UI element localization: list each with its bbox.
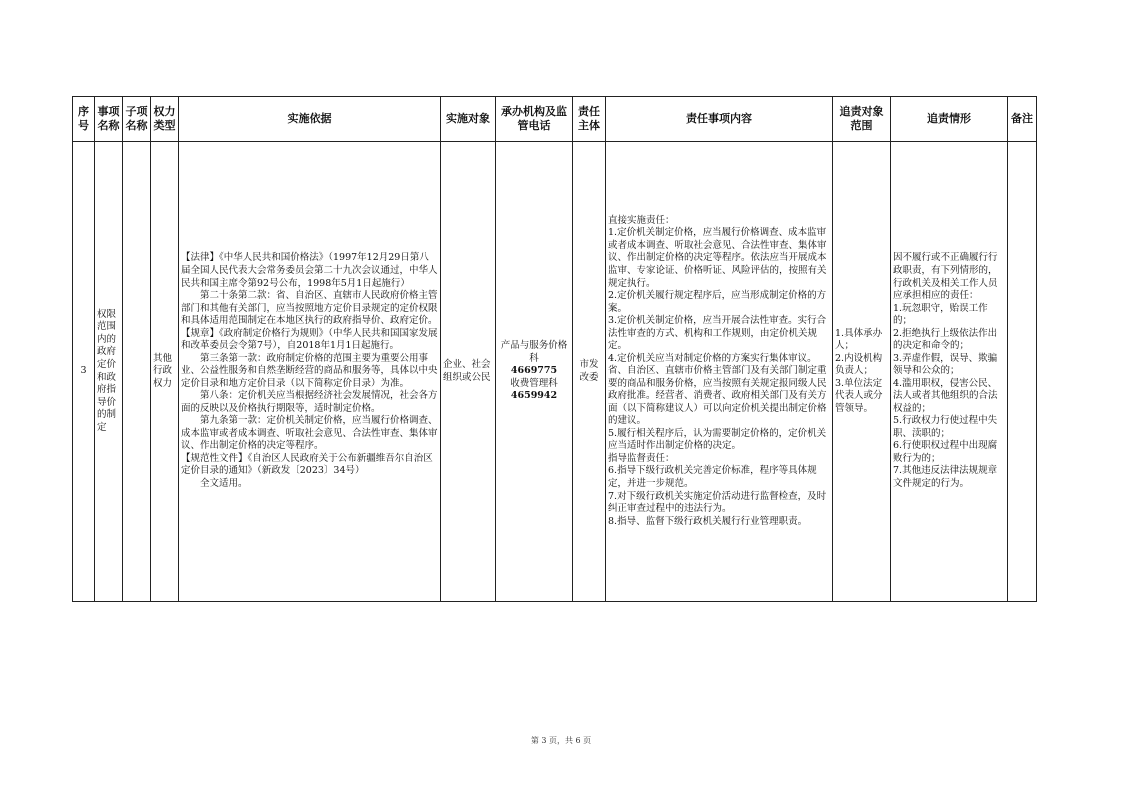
responsibility-table-sheet (72, 96, 1036, 601)
header-sub-item: 子项名称 (123, 97, 151, 142)
cell-agency (496, 142, 573, 602)
cell-sub-item (123, 142, 151, 602)
header-scope: 追责对象范围 (833, 97, 891, 142)
table-header-row (73, 97, 1037, 142)
header-subject: 责任主体 (573, 97, 606, 142)
header-duty: 责任事项内容 (606, 97, 833, 142)
table-row (73, 142, 1037, 602)
cell-scope: 1.具体承办人； 2.内设机构负责人； 3.单位法定代表人或分管领导。 (833, 142, 891, 602)
agency-phone-1: 4669775 (510, 365, 558, 377)
header-situation: 追责情形 (891, 97, 1008, 142)
cell-item-name: 权限范围内的政府定价和政府指导价的制定 (95, 142, 123, 602)
header-item-name: 事项名称 (95, 97, 123, 142)
cell-basis: 【法律】《中华人民共和国价格法》（1997年12月29日第八届全国人民代表大会常务委员会第二十九次会议通过，中华人民共和国主席令第92号公布，1998年5月1日起施行） 第二十条第二款：省、自治区、直辖市人民政府价格主管部门和其他有关部门，应当按照地方定价目录规定的定价权限和具体适用范围制定在本地区执行的政府指导价、政府定价。 【规章】《政府制定价格行为规则》（中华人民共和国国家发展和改革委员会令第7号），自2018年1月1日起施行。 第三条第一款：政府制定价格的范围主要为重要公用事业、公益性服务和自然垄断经营的商品和服务等，具体以中央定价目录和地方定价目录（以下简称定价目录）为准。 第八条：定价机关应当根据经济社会发展情况，社会各方面的反映以及价格执行期限等，适时制定价格。 第九条第一款：定价机关制定价格，应当履行价格调查、成本监审或者成本调查、听取社会意见、合法性审查、集体审议、作出制定价格的决定等程序。 【规范性文件】《自治区人民政府关于公布新疆维吾尔自治区定价目录的通知》（新政发〔2023〕34号） 全文适用。 (179, 142, 441, 602)
header-remark: 备注 (1008, 97, 1037, 142)
cell-duty: 直接实施责任： 1.定价机关制定价格，应当履行价格调查、成本监审或者成本调查、听取社会意见、合法性审查、集体审议、作出制定价格的决定等程序。依法应当开展成本监审、专家论证、价格听证、风险评估的，按照有关规定执行。 2.定价机关履行规定程序后，应当形成制定价格的方案。 3.定价机关制定价格，应当开展合法性审查。实行合法性审查的方式、机构和工作规则，由定价机关规定。 4.定价机关应当对制定价格的方案实行集体审议。省、自治区、直辖市价格主管部门及有关部门制定重要的商品和服务价格，应当按照有关规定报同级人民政府批准。经营者、消费者、政府相关部门及有关方面（以下简称建议人）可以向定价机关提出制定价格的建议。 5.履行相关程序后，认为需要制定价格的，定价机关应当适时作出制定价格的决定。 指导监督责任： 6.指导下级行政机关完善定价标准，程序等具体规定，并进一步规范。 7.对下级行政机关实施定价活动进行监督检查，及时纠正审查过程中的违法行为。 8.指导、监督下级行政机关履行行业管理职责。 (606, 142, 833, 602)
header-power-type: 权力类型 (151, 97, 179, 142)
cell-target: 企业、社会组织或公民 (441, 142, 496, 602)
agency-name: 产品与服务价格科 (500, 340, 568, 364)
cell-power-type: 其他行政权力 (151, 142, 179, 602)
page-footer: 第 3 页，共 6 页 (530, 736, 592, 745)
header-seq: 序号 (73, 97, 95, 142)
header-agency: 承办机构及监管电话 (496, 97, 573, 142)
cell-seq: 3 (73, 142, 95, 602)
header-basis: 实施依据 (179, 97, 441, 142)
agency-name-2: 收费管理科 (510, 377, 558, 389)
cell-subject: 市发改委 (573, 142, 606, 602)
cell-remark (1008, 142, 1037, 602)
agency-phone-2: 4659942 (510, 390, 558, 402)
cell-situation: 因不履行或不正确履行行政职责，有下列情形的，行政机关及相关工作人员应承担相应的责任： 1.玩忽职守，贻误工作的； 2.拒绝执行上级依法作出的决定和命令的； 3.弄虚作假，误导、欺骗领导和公众的； 4.滥用职权，侵害公民、法人或者其他组织的合法权益的； 5.行政权力行使过程中失职、渎职的； 6.行使职权过程中出现腐败行为的； 7.其他违反法律法规规章文件规定的行为。 (891, 142, 1008, 602)
responsibility-table (72, 96, 1037, 602)
header-target: 实施对象 (441, 97, 496, 142)
